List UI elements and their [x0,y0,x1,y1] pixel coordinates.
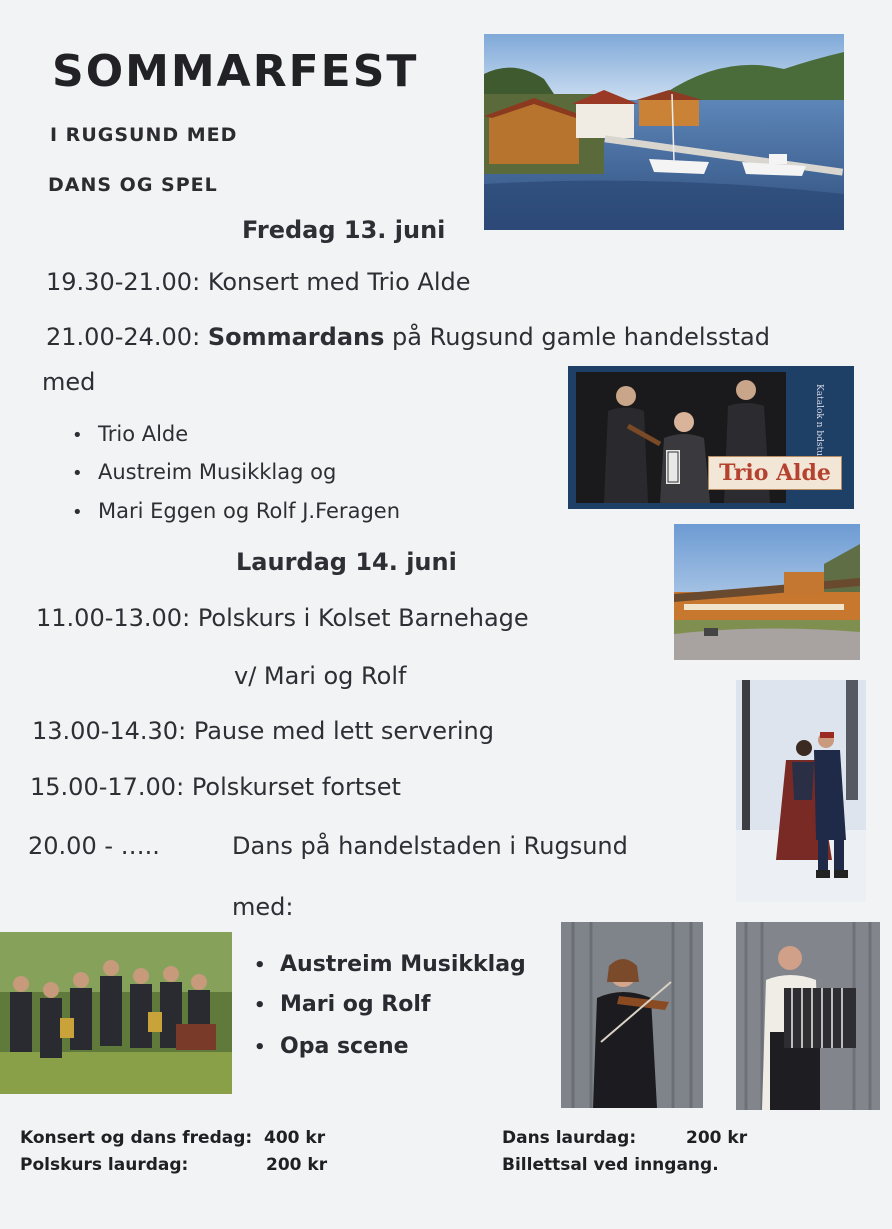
harbor-photo [484,34,844,230]
price-polskurs-label: Polskurs laurdag: [20,1155,189,1175]
saturday-item-dance-time: 20.00 - ….. [28,832,160,860]
trio-alde-poster [568,366,854,509]
time: 19.30-21.00: [46,268,201,296]
price-polskurs-value: 200 kr [266,1155,328,1175]
subtitle-program: DANS OG SPEL [48,174,218,196]
friday-item-dance [46,323,770,351]
list-item: • Opa scene [254,1034,409,1059]
saturday-item-dance-text: Dans på handelstaden i Rugsund [232,832,628,860]
violinist-photo [561,922,703,1108]
dancing-couple-photo [736,680,866,902]
event-text: Polskurset fortset [191,773,401,801]
list-item: • Mari og Rolf [254,992,430,1017]
friday-heading: Fredag 13. juni [242,216,446,244]
band-name: Trio Alde [719,460,831,486]
poster-title: SOMMARFEST [52,46,419,97]
kindergarten-photo [674,524,860,660]
list-item: • Austreim Musikklag [254,952,526,977]
time: 21.00-24.00: [46,323,201,351]
ticket-sales-note: Billettsal ved inngang. [502,1155,719,1175]
saturday-item-teachers: v/ Mari og Rolf [234,662,407,690]
event-text: Polskurs i Kolset Barnehage [197,604,529,632]
event-text: Konsert med Trio Alde [207,268,471,296]
event-highlight: Sommardans [207,323,385,351]
price-concert-dance-value: 400 kr [264,1128,326,1148]
band-name-plate [708,456,842,490]
saturday-item-polskurs [36,604,529,632]
subtitle-location: I RUGSUND MED [50,124,238,146]
saturday-med: med: [232,893,294,921]
saturday-heading: Laurdag 14. juni [236,548,457,576]
event-text: på Rugsund gamle handelsstad [384,323,770,351]
price-dance-saturday-value: 200 kr [686,1128,748,1148]
list-item: • Trio Alde [72,422,188,446]
price-dance-saturday-label: Dans laurdag: [502,1128,637,1148]
saturday-item-polskurs-continues [30,773,401,801]
list-item: • Mari Eggen og Rolf J.Feragen [72,499,400,523]
accordionist-photo [736,922,880,1110]
time: 15.00-17.00: [30,773,185,801]
time: 13.00-14.30: [32,717,187,745]
band-group-photo [0,932,232,1094]
saturday-item-pause [32,717,494,745]
event-text: Pause med lett servering [193,717,494,745]
time: 11.00-13.00: [36,604,191,632]
poster-side-text: Katalok n bdstu [814,384,824,456]
friday-item-concert [46,268,471,296]
price-concert-dance-label: Konsert og dans fredag: [20,1128,253,1148]
friday-med: med [42,368,96,396]
list-item: • Austreim Musikklag og [72,460,336,484]
